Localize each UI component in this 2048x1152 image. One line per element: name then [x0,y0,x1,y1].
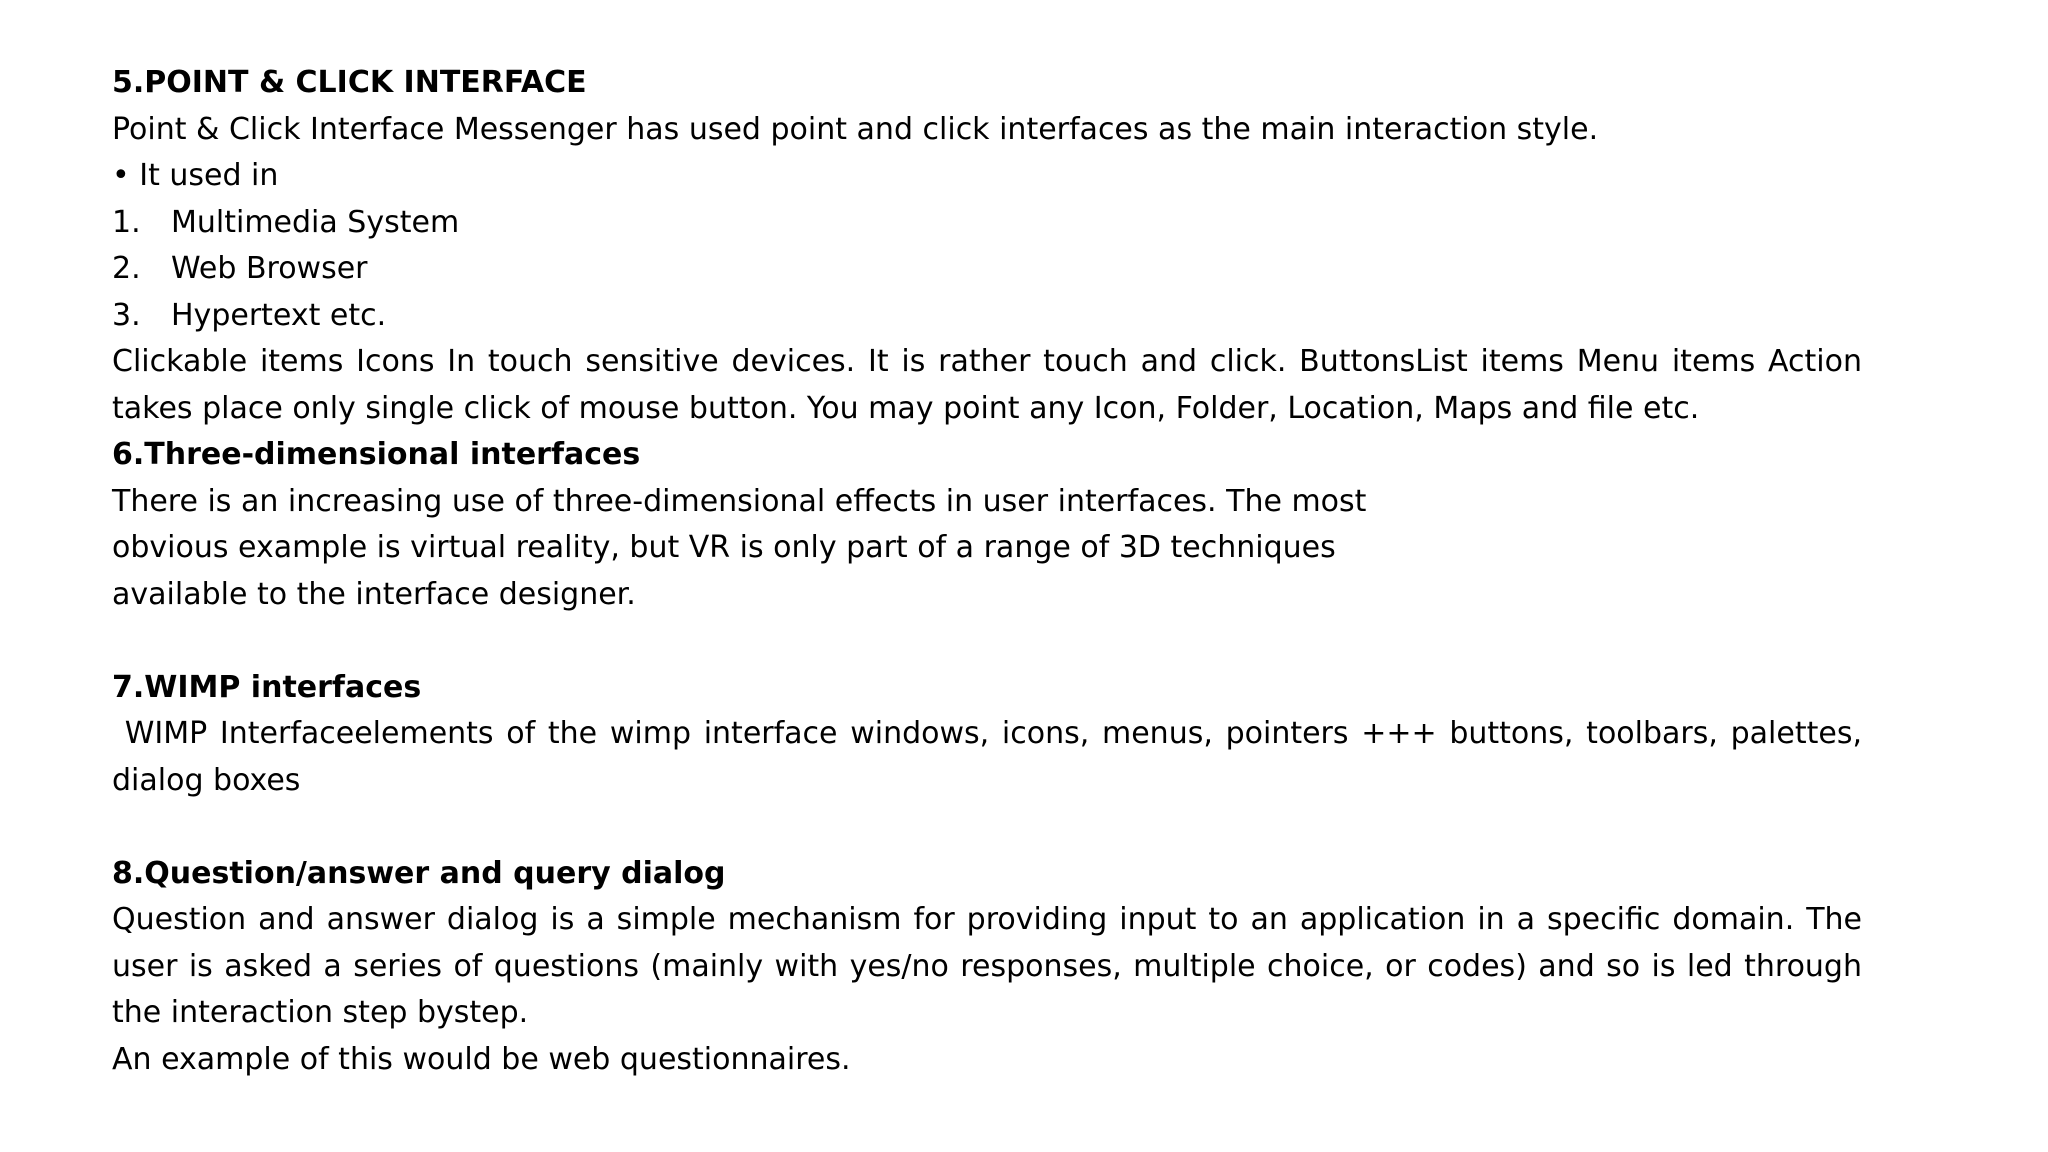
list-item-text: Multimedia System [171,204,460,240]
section8-heading: 8.Question/answer and query dialog [112,855,726,891]
list-item [112,246,1862,293]
section6-heading: 6.Three-dimensional interfaces [112,437,641,472]
list-item-number: 1. [112,204,141,240]
list-item-text: Web Browser [171,251,368,286]
section5-heading: 5.POINT & CLICK INTERFACE [112,65,587,100]
document-page [112,60,1872,1083]
section8-body: Question and answer dialog is a simple mechanism for providing input to an application in a specific domain. The user is asked a series of questions (mainly with yes/no responses, multiple choice, or codes) and so is led through the interaction step bystep. [112,902,1862,1030]
section7-body: WIMP Interfaceelements of the wimp interface windows, icons, menus, pointers +++ buttons, toolbars, palettes, dialog boxes [112,716,1872,798]
section7-heading: 7.WIMP interfaces [112,669,422,705]
section5-bullet: • It used in [112,158,279,193]
section5-body: Clickable items Icons In touch sensitive devices. It is rather touch and click. ButtonsList items Menu items Action takes place only single click of mouse button. You may point any Icon, Folder, Location, Maps and file etc. [112,344,1862,426]
section6-line: obvious example is virtual reality, but VR is only part of a range of 3D techniques [112,530,1336,565]
section6-line: There is an increasing use of three-dimensional effects in user interfaces. The most [112,483,1367,519]
list-item-text: Hypertext etc. [171,297,387,333]
spacer [112,618,1862,665]
list-item [112,200,1862,247]
list-item [112,293,1862,340]
section6-line: available to the interface designer. [112,576,636,612]
section8-example: An example of this would be web questionnaires. [112,1041,851,1077]
section5-intro: Point & Click Interface Messenger has used point and click interfaces as the main interaction style. [112,111,1599,147]
list-item-number: 2. [112,251,141,286]
spacer [112,804,1862,851]
list-item-number: 3. [112,297,141,333]
